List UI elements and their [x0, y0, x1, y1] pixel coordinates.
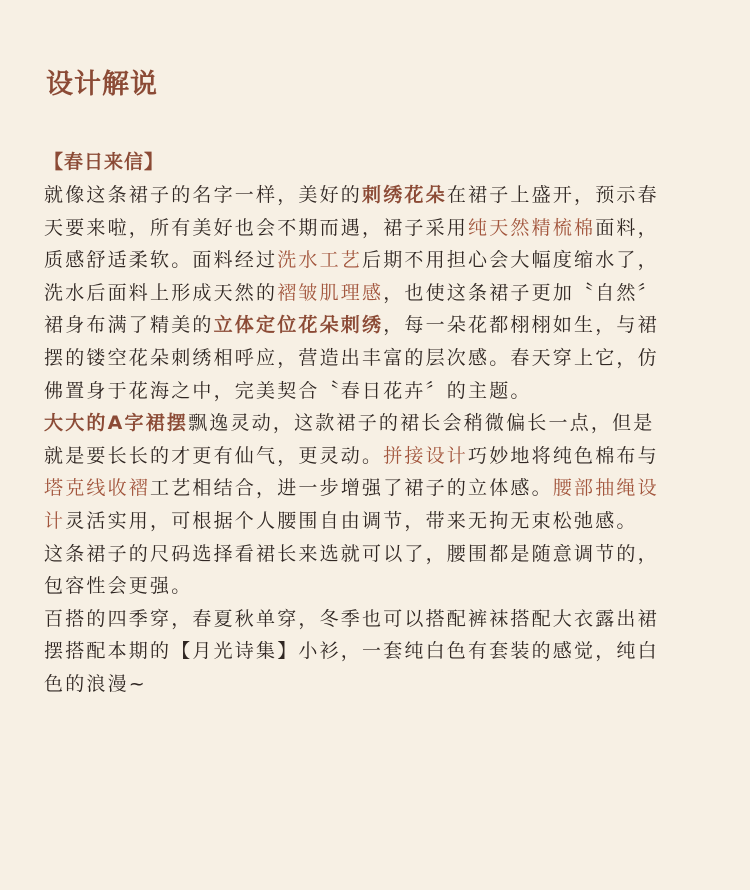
paragraph — [44, 538, 706, 603]
text-line — [44, 375, 706, 408]
body-text: 灵活实用，可根据个人腰围自由调节，带来无拘无束松弛感。 — [65, 509, 638, 532]
body-text: 就像这条裙子的名字一样，美好的 — [44, 184, 363, 206]
body-text: 就是要长长的才更有仙气，更灵动。 — [44, 444, 384, 467]
body-text: 工艺相结合，进一步增强了裙子的立体感。 — [150, 477, 553, 500]
paragraph — [44, 179, 706, 407]
paragraph — [44, 603, 706, 701]
body-text: 飘逸灵动，这款裙子的裙长会稍微偏长一点，但是 — [188, 412, 655, 435]
paragraph — [44, 407, 706, 537]
body-text: 这条裙子的尺码选择看裙长来选就可以了，腰围都是随意调节的， — [44, 542, 659, 565]
body-text: 佛置身于花海之中，完美契合〝春日花卉〞的主题。 — [44, 379, 532, 402]
body-text: 质感舒适柔软。面料经过 — [44, 249, 278, 272]
section-body — [44, 179, 706, 701]
highlight-text: 拼接设计 — [383, 444, 469, 467]
text-line — [44, 472, 706, 505]
text-line — [44, 440, 706, 473]
body-text: 色的浪漫~ — [44, 672, 147, 695]
body-text: 摆的镂空花朵刺绣相呼应，营造出丰富的层次感。春天穿上它，仿 — [44, 346, 659, 369]
body-text: 洗水后面料上形成天然的 — [44, 281, 278, 304]
spring-letter-section — [44, 146, 706, 701]
text-line — [44, 244, 706, 277]
text-line — [44, 212, 706, 245]
body-text: 摆搭配本期的【月光诗集】小衫，一套纯白色有套装的感觉，纯白 — [44, 640, 659, 663]
highlight-text: 纯天然精梳棉 — [468, 216, 596, 239]
text-line — [44, 179, 706, 212]
text-line — [44, 309, 706, 342]
body-text: 裙身布满了精美的 — [44, 314, 214, 337]
body-text: 天要来啦，所有美好也会不期而遇，裙子采用 — [44, 216, 469, 239]
highlight-bold-text: 刺绣花朵 — [362, 184, 447, 206]
body-text: ，每一朵花都栩栩如生，与裙 — [383, 314, 659, 337]
highlight-text: 计 — [44, 509, 66, 532]
page-title: 设计解说 — [46, 69, 158, 100]
body-text: 在裙子上盛开，预示春 — [446, 184, 659, 206]
text-line — [44, 635, 706, 668]
text-line — [44, 570, 706, 603]
text-line — [44, 668, 706, 701]
text-line — [44, 342, 706, 375]
highlight-bold-text: 立体定位花朵刺绣 — [213, 314, 384, 337]
text-line — [44, 538, 706, 571]
body-text: 巧妙地将纯色棉布与 — [468, 444, 659, 467]
section-heading: 【春日来信】 — [44, 151, 165, 173]
text-line — [44, 277, 706, 310]
text-line — [44, 603, 706, 636]
body-text: 包容性会更强。 — [44, 575, 193, 598]
highlight-bold-text: 大大的A字裙摆 — [44, 412, 189, 435]
text-line — [44, 407, 706, 440]
body-text: 后期不用担心会大幅度缩水了， — [362, 249, 659, 272]
highlight-text: 腰部抽绳设 — [552, 477, 659, 500]
body-text: ，也使这条裙子更加〝自然〞 — [383, 281, 659, 304]
highlight-text: 塔克线收褶 — [44, 477, 151, 500]
body-text: 面料， — [595, 216, 659, 239]
highlight-text: 洗水工艺 — [277, 249, 363, 272]
text-line — [44, 505, 706, 538]
highlight-text: 褶皱肌理感 — [277, 281, 384, 304]
body-text: 百搭的四季穿，春夏秋单穿，冬季也可以搭配裤袜搭配大衣露出裙 — [44, 607, 659, 630]
